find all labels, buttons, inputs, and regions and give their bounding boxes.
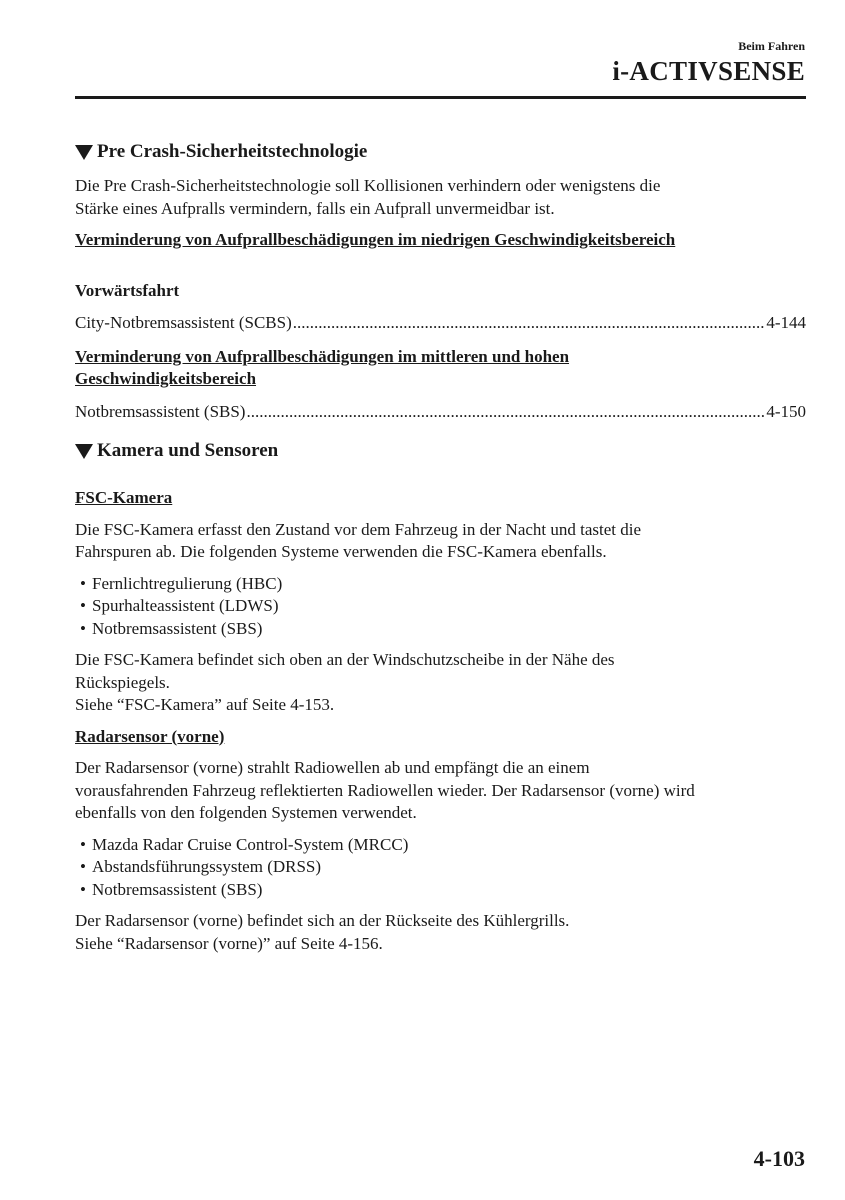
list-item: • Abstandsführungssystem (DRSS) — [80, 857, 322, 876]
radar-text-line-3: ebenfalls von den folgenden Systemen verwendet. — [75, 803, 417, 822]
radar-text-line-2: vorausfahrenden Fahrzeug reflektierten Radiowellen wieder. Der Radarsensor (vorne) wird — [75, 780, 695, 800]
triangle-marker-icon — [75, 444, 93, 459]
radar-sensor-heading: Radarsensor (vorne) — [75, 726, 225, 746]
chapter-label: Beim Fahren — [738, 39, 805, 53]
toc-label: Notbremsassistent (SBS) — [75, 401, 246, 421]
fsc-system-list — [75, 573, 806, 641]
mid-speed-heading — [75, 346, 806, 391]
page-title: i-ACTIVSENSE — [612, 56, 805, 86]
section-heading-pre-crash — [75, 140, 806, 164]
main-content — [75, 140, 806, 955]
toc-page-ref: 4-144 — [766, 313, 806, 332]
toc-leader-dots — [293, 312, 766, 335]
intro-line-2: Stärke eines Aufpralls vermindern, falls ein Aufprall unvermeidbar ist. — [75, 198, 555, 218]
toc-label: City-Notbremsassistent (SCBS) — [75, 313, 292, 332]
toc-entry-scbs[interactable] — [75, 312, 806, 335]
radar-text-line-1: Der Radarsensor (vorne) strahlt Radiowellen ab und empfängt die an einem — [75, 758, 590, 777]
radar-system-list — [75, 834, 806, 902]
header-rule — [75, 96, 806, 99]
list-item: • Fernlichtregulierung (HBC) — [80, 573, 283, 593]
mid-speed-heading-line-1: Verminderung von Aufprallbeschädigungen im mittleren und hohen — [75, 346, 570, 366]
fsc-camera-heading: FSC-Kamera — [75, 488, 173, 507]
list-item: • Notbremsassistent (SBS) — [80, 879, 263, 899]
radar-sensor-location — [75, 910, 806, 955]
section-heading-text: Kamera und Sensoren — [97, 440, 279, 461]
radar-sensor-text — [75, 757, 806, 825]
toc-leader-dots — [246, 401, 765, 424]
fsc-text-line-1: Die FSC-Kamera erfasst den Zustand vor dem Fahrzeug in der Nacht und tastet die — [75, 519, 642, 539]
fsc-camera-text — [75, 519, 806, 564]
toc-entry-sbs[interactable] — [75, 401, 806, 424]
list-item: • Mazda Radar Cruise Control-System (MRCC) — [80, 834, 409, 854]
fsc-camera-location — [75, 649, 806, 717]
mid-speed-heading-line-2: Geschwindigkeitsbereich — [75, 369, 257, 388]
intro-line-1: Die Pre Crash-Sicherheitstechnologie soll Kollisionen verhindern oder wenigstens die — [75, 176, 661, 195]
forward-driving-label: Vorwärtsfahrt — [75, 280, 180, 300]
low-speed-heading: Verminderung von Aufprallbeschädigungen im niedrigen Geschwindigkeitsbereich — [75, 230, 676, 249]
fsc-location-line-2: Rückspiegels. — [75, 672, 170, 692]
pre-crash-intro — [75, 175, 806, 220]
radar-see-reference[interactable]: Siehe “Radarsensor (vorne)” auf Seite 4-156. — [75, 933, 383, 953]
fsc-location-line-1: Die FSC-Kamera befindet sich oben an der Windschutzscheibe in der Nähe des — [75, 650, 615, 669]
list-item: • Spurhalteassistent (LDWS) — [80, 596, 279, 615]
page-number: 4-103 — [753, 1146, 805, 1171]
fsc-see-reference[interactable]: Siehe “FSC-Kamera” auf Seite 4-153. — [75, 695, 335, 714]
section-heading-sensors — [75, 439, 806, 463]
triangle-marker-icon — [75, 145, 93, 160]
section-heading-text: Pre Crash-Sicherheitstechnologie — [97, 141, 368, 162]
radar-location-line: Der Radarsensor (vorne) befindet sich an der Rückseite des Kühlergrills. — [75, 911, 570, 930]
fsc-text-line-2: Fahrspuren ab. Die folgenden Systeme verwenden die FSC-Kamera ebenfalls. — [75, 542, 607, 561]
list-item: • Notbremsassistent (SBS) — [80, 618, 263, 638]
toc-page-ref: 4-150 — [766, 401, 806, 421]
